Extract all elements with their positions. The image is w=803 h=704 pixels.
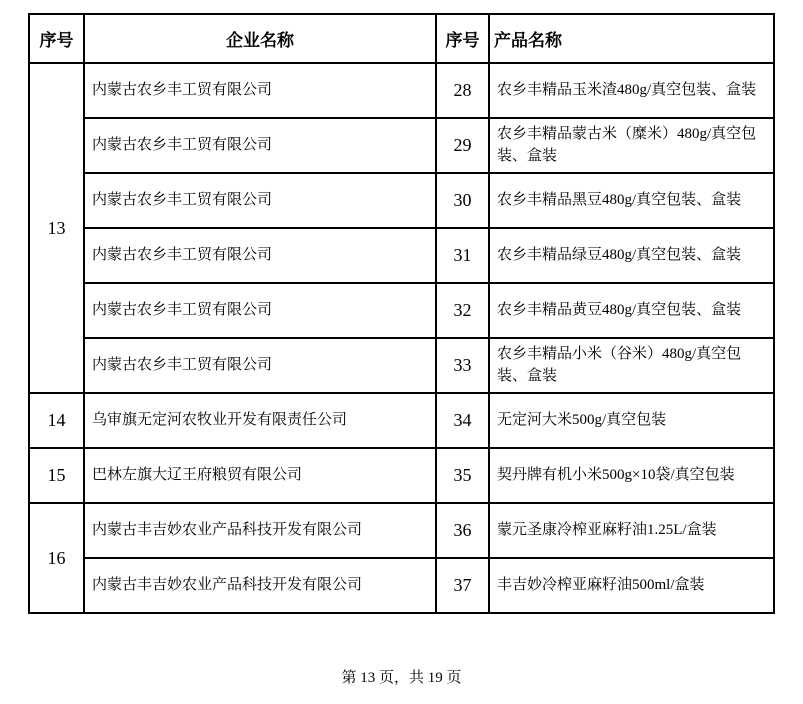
company-name-cell: 乌审旗无定河农牧业开发有限责任公司 (84, 393, 436, 448)
product-serial-cell: 36 (436, 503, 489, 558)
product-name-cell: 农乡丰精品小米（谷米）480g/真空包装、盒装 (489, 338, 774, 393)
product-serial-cell: 30 (436, 173, 489, 228)
table-row (29, 173, 774, 228)
table-row (29, 558, 774, 613)
product-serial-cell: 34 (436, 393, 489, 448)
company-name-cell: 巴林左旗大辽王府粮贸有限公司 (84, 448, 436, 503)
page-number: 第 13 页，共 19 页 (341, 670, 462, 686)
header-serial-product: 序号 (436, 14, 489, 63)
product-name-cell: 农乡丰精品绿豆480g/真空包装、盒装 (489, 228, 774, 283)
product-name-cell: 蒙元圣康冷榨亚麻籽油1.25L/盒装 (489, 503, 774, 558)
table-row (29, 283, 774, 338)
group-serial-cell: 13 (29, 63, 84, 393)
header-serial-company: 序号 (29, 14, 84, 63)
company-name-cell: 内蒙古丰吉妙农业产品科技开发有限公司 (84, 558, 436, 613)
product-name-cell: 丰吉妙冷榨亚麻籽油500ml/盒装 (489, 558, 774, 613)
table-row (29, 118, 774, 173)
group-serial-cell: 15 (29, 448, 84, 503)
product-name-cell: 农乡丰精品黄豆480g/真空包装、盒装 (489, 283, 774, 338)
product-serial-cell: 33 (436, 338, 489, 393)
table-row (29, 63, 774, 118)
product-serial-cell: 31 (436, 228, 489, 283)
product-name-cell: 农乡丰精品黑豆480g/真空包装、盒装 (489, 173, 774, 228)
table-header-row (29, 14, 774, 63)
product-serial-cell: 35 (436, 448, 489, 503)
company-name-cell: 内蒙古农乡丰工贸有限公司 (84, 228, 436, 283)
company-name-cell: 内蒙古农乡丰工贸有限公司 (84, 283, 436, 338)
company-name-cell: 内蒙古农乡丰工贸有限公司 (84, 338, 436, 393)
table-body (29, 63, 774, 613)
header-product-name: 产品名称 (489, 14, 774, 63)
table-row (29, 503, 774, 558)
product-name-cell: 农乡丰精品蒙古米（糜米）480g/真空包装、盒装 (489, 118, 774, 173)
product-serial-cell: 28 (436, 63, 489, 118)
company-name-cell: 内蒙古农乡丰工贸有限公司 (84, 173, 436, 228)
header-company-name: 企业名称 (84, 14, 436, 63)
table-row (29, 338, 774, 393)
table-row (29, 228, 774, 283)
product-serial-cell: 37 (436, 558, 489, 613)
table-row (29, 393, 774, 448)
group-serial-cell: 16 (29, 503, 84, 613)
product-name-cell: 无定河大米500g/真空包装 (489, 393, 774, 448)
group-serial-cell: 14 (29, 393, 84, 448)
product-serial-cell: 32 (436, 283, 489, 338)
company-name-cell: 内蒙古丰吉妙农业产品科技开发有限公司 (84, 503, 436, 558)
product-table (28, 13, 775, 614)
company-name-cell: 内蒙古农乡丰工贸有限公司 (84, 63, 436, 118)
company-name-cell: 内蒙古农乡丰工贸有限公司 (84, 118, 436, 173)
product-serial-cell: 29 (436, 118, 489, 173)
table-row (29, 448, 774, 503)
product-name-cell: 契丹牌有机小米500g×10袋/真空包装 (489, 448, 774, 503)
product-name-cell: 农乡丰精品玉米渣480g/真空包装、盒装 (489, 63, 774, 118)
